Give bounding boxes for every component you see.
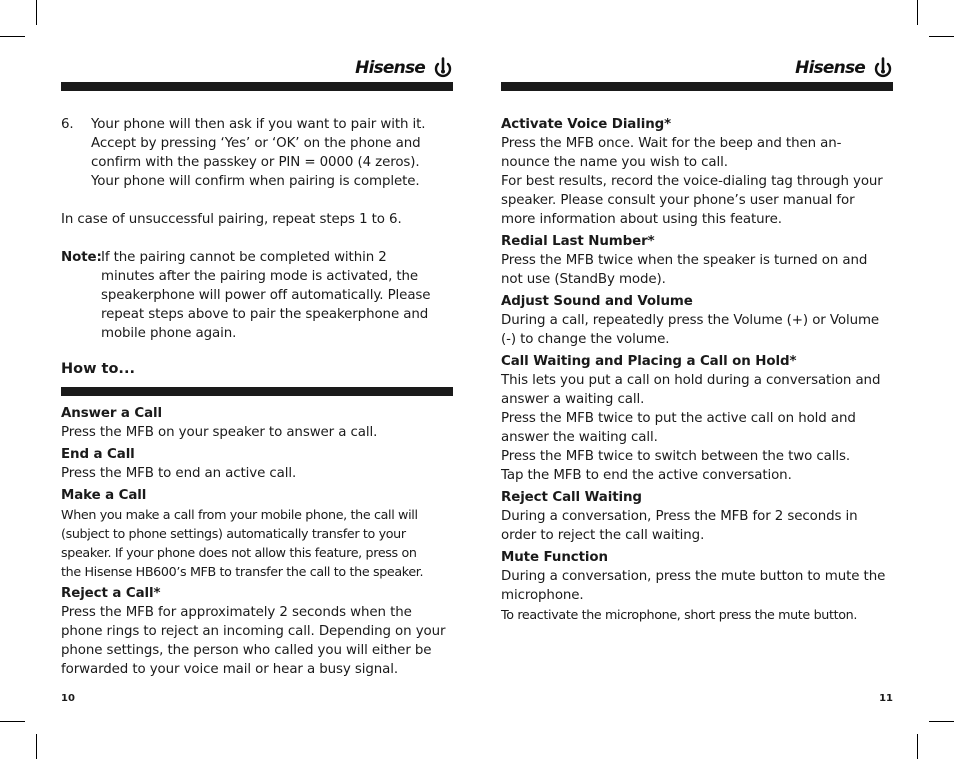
step-6	[61, 115, 453, 191]
brand-logo	[355, 56, 453, 80]
section-redial	[501, 232, 893, 289]
unsuccessful-text	[61, 210, 453, 229]
text-line: mobile phone again.	[101, 326, 237, 341]
text-line: Press the MFB twice to put the active call on hold and	[501, 411, 856, 426]
section-title: Redial Last Number*	[501, 234, 655, 249]
text-line: Press the MFB once. Wait for the beep and then an-	[501, 136, 842, 151]
text-line: Press the MFB on your speaker to answer a call.	[61, 425, 378, 440]
hisense-power-icon	[433, 57, 453, 79]
text-line: repeat steps above to pair the speakerphone and	[101, 307, 429, 322]
text-line: (subject to phone settings) automatically transfer to your	[61, 526, 406, 541]
section-answer-call	[61, 404, 453, 442]
feature-sections	[501, 115, 893, 627]
hisense-power-icon	[873, 57, 893, 79]
text-line: Press the MFB twice to switch between the two calls.	[501, 449, 850, 464]
text-line: Accept by pressing ‘Yes’ or ‘OK’ on the phone and	[91, 136, 421, 151]
howto-heading: How to...	[61, 361, 135, 377]
text-line: This lets you put a call on hold during a conversation and	[501, 373, 881, 388]
section-bar	[61, 387, 453, 396]
crop-mark	[917, 734, 918, 759]
text-line: confirm with the passkey or PIN = 0000 (4 zeros).	[91, 155, 420, 170]
crop-mark	[36, 0, 37, 25]
text-line: If the pairing cannot be completed within 2	[101, 250, 387, 265]
text-line: speakerphone will power off automatically. Please	[101, 288, 431, 303]
text-line: Your phone will confirm when pairing is complete.	[91, 174, 420, 189]
text-line: speaker. Please consult your phone’s user manual for	[501, 193, 855, 208]
text-line: order to reject the call waiting.	[501, 528, 705, 543]
section-title: Call Waiting and Placing a Call on Hold*	[501, 354, 797, 369]
page-number: 11	[879, 693, 893, 704]
text-line: During a conversation, Press the MFB for 2 seconds in	[501, 509, 858, 524]
note-label: Note:	[61, 250, 102, 265]
text-line: In case of unsuccessful pairing, repeat steps 1 to 6.	[61, 212, 402, 227]
section-title: Answer a Call	[61, 406, 163, 421]
howto-sections	[61, 404, 453, 682]
section-mute	[501, 548, 893, 624]
text-line: not use (StandBy mode).	[501, 272, 666, 287]
section-reject-waiting	[501, 488, 893, 545]
note-block	[61, 248, 453, 343]
text-line: answer a waiting call.	[501, 392, 645, 407]
section-reject-call	[61, 584, 453, 679]
text-line: more information about using this feature.	[501, 212, 782, 227]
section-call-waiting	[501, 352, 893, 485]
section-title: End a Call	[61, 447, 135, 462]
step-number: 6.	[61, 117, 74, 132]
text-line: phone rings to reject an incoming call. Depending on your	[61, 624, 446, 639]
text-line: During a call, repeatedly press the Volume (+) or Volume	[501, 313, 880, 328]
section-end-call	[61, 445, 453, 483]
crop-mark	[929, 721, 954, 722]
text-line: Press the MFB twice when the speaker is turned on and	[501, 253, 868, 268]
section-title: Adjust Sound and Volume	[501, 294, 693, 309]
text-line: Press the MFB to end an active call.	[61, 466, 297, 481]
text-line: To reactivate the microphone, short press the mute button.	[501, 607, 857, 622]
brand-name: Hisense	[795, 58, 865, 78]
text-line: When you make a call from your mobile phone, the call will	[61, 507, 418, 522]
text-line: Your phone will then ask if you want to pair with it.	[91, 117, 426, 132]
text-line: For best results, record the voice-dialing tag through your	[501, 174, 883, 189]
section-title: Make a Call	[61, 488, 147, 503]
section-make-call	[61, 486, 453, 581]
section-title: Activate Voice Dialing*	[501, 117, 672, 132]
section-title: Reject a Call*	[61, 586, 161, 601]
header-bar	[61, 82, 453, 91]
text-line: Tap the MFB to end the active conversation.	[501, 468, 792, 483]
text-line: answer the waiting call.	[501, 430, 658, 445]
text-line: forwarded to your voice mail or hear a busy signal.	[61, 662, 399, 677]
text-line: During a conversation, press the mute button to mute the	[501, 569, 886, 584]
text-line: the Hisense HB600’s MFB to transfer the call to the speaker.	[61, 564, 424, 579]
crop-mark	[929, 36, 954, 37]
crop-mark	[0, 36, 25, 37]
text-line: Press the MFB for approximately 2 seconds when the	[61, 605, 412, 620]
text-line: minutes after the pairing mode is activated, the	[101, 269, 419, 284]
section-title: Reject Call Waiting	[501, 490, 642, 505]
text-line: phone settings, the person who called you will either be	[61, 643, 432, 658]
text-line: nounce the name you wish to call.	[501, 155, 728, 170]
text-line: speaker. If your phone does not allow this feature, press on	[61, 545, 417, 560]
crop-mark	[917, 0, 918, 25]
page-number: 10	[61, 693, 75, 704]
brand-logo	[795, 56, 893, 80]
section-title: Mute Function	[501, 550, 608, 565]
brand-name: Hisense	[355, 58, 425, 78]
text-line: (-) to change the volume.	[501, 332, 670, 347]
section-voice-dialing	[501, 115, 893, 229]
header-bar	[501, 82, 893, 91]
crop-mark	[0, 721, 25, 722]
text-line: microphone.	[501, 588, 584, 603]
crop-mark	[36, 734, 37, 759]
section-volume	[501, 292, 893, 349]
